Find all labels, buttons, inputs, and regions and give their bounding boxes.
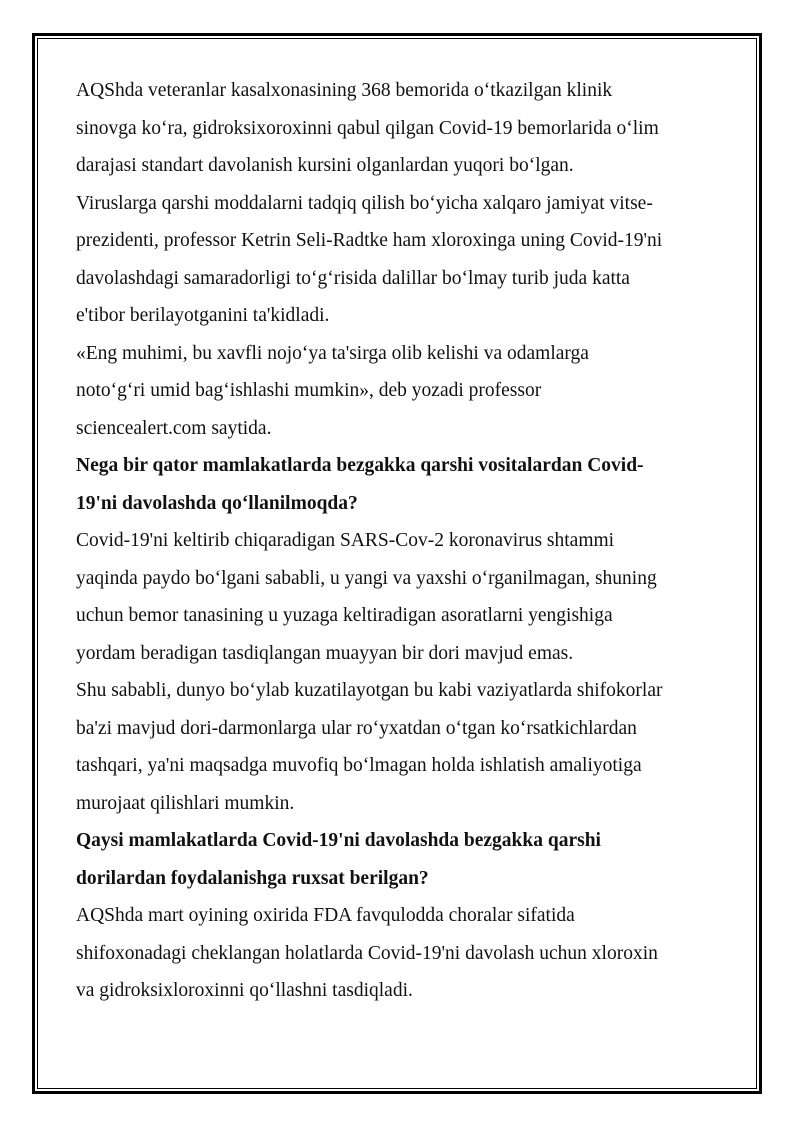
text-line: uchun bemor tanasining u yuzaga keltiradigan asoratlarni yengishiga (76, 605, 613, 626)
text-line: AQShda veteranlar kasalxonasining 368 bemorida o‘tkazilgan klinik (76, 80, 613, 101)
text-line: e'tibor berilayotganini ta'kidladi. (76, 305, 330, 326)
heading-line: Qaysi mamlakatlarda Covid-19'ni davolashda bezgakka qarshi (76, 830, 601, 851)
text-line: yaqinda paydo bo‘lgani sababli, u yangi va yaxshi o‘rganilmagan, shuning (76, 567, 657, 589)
section-heading (76, 447, 736, 522)
paragraph (76, 185, 736, 335)
heading-line: dorilardan foydalanishga ruxsat berilgan? (76, 867, 429, 889)
paragraph (76, 72, 736, 185)
paragraph (76, 672, 736, 822)
text-line: shifoxonadagi cheklangan holatlarda Covid-19'ni davolash uchun xloroxin (76, 942, 658, 964)
text-line: yordam beradigan tasdiqlangan muayyan bir dori mavjud emas. (76, 642, 574, 664)
text-line: va gidroksixloroxinni qo‘llashni tasdiqladi. (76, 980, 413, 1001)
paragraph (76, 335, 736, 448)
text-line: Covid-19'ni keltirib chiqaradigan SARS-Cov-2 koronavirus shtammi (76, 530, 615, 551)
text-line: darajasi standart davolanish kursini olganlardan yuqori bo‘lgan. (76, 155, 574, 176)
text-line: Shu sababli, dunyo bo‘ylab kuzatilayotgan bu kabi vaziyatlarda shifokorlar (76, 680, 663, 701)
text-line: murojaat qilishlari mumkin. (76, 792, 295, 814)
text-line: sciencealert.com saytida. (76, 417, 272, 439)
document-body (76, 72, 736, 1010)
text-line: AQShda mart oyining oxirida FDA favqulodda choralar sifatida (76, 905, 575, 926)
heading-line: 19'ni davolashda qo‘llanilmoqda? (76, 492, 358, 514)
section-heading (76, 822, 736, 897)
text-line: Viruslarga qarshi moddalarni tadqiq qilish bo‘yicha xalqaro jamiyat vitse- (76, 192, 653, 214)
text-line: prezidenti, professor Ketrin Seli-Radtke ham xloroxinga uning Covid-19'ni (76, 230, 663, 251)
paragraph (76, 522, 736, 672)
text-line: ba'zi mavjud dori-darmonlarga ular ro‘yxatdan o‘tgan ko‘rsatkichlardan (76, 717, 637, 739)
text-line: sinovga ko‘ra, gidroksixoroxinni qabul qilgan Covid-19 bemorlarida o‘lim (76, 117, 659, 139)
paragraph (76, 897, 736, 1010)
text-line: davolashdagi samaradorligi to‘g‘risida dalillar bo‘lmay turib juda katta (76, 267, 630, 289)
text-line: tashqari, ya'ni maqsadga muvofiq bo‘lmagan holda ishlatish amaliyotiga (76, 755, 642, 776)
text-line: noto‘g‘ri umid bag‘ishlashi mumkin», deb yozadi professor (76, 380, 542, 401)
heading-line: Nega bir qator mamlakatlarda bezgakka qarshi vositalardan Covid- (76, 455, 644, 476)
text-line: «Eng muhimi, bu xavfli nojo‘ya ta'sirga olib kelishi va odamlarga (76, 342, 589, 364)
